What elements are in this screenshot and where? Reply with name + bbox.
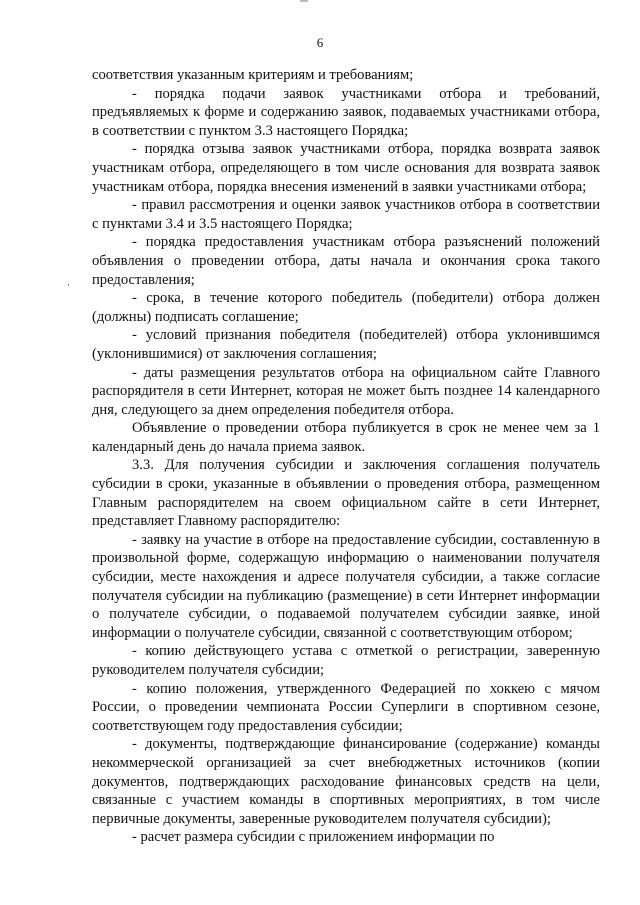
- paragraph: - расчет размера субсидии с приложением информации по: [132, 829, 495, 846]
- paragraph: - даты размещения результатов отбора на официальном сайте Главного распорядителя в сети Интернет, которая не может быть позднее 14 календарного дня, следующего за днем определения победителя отбора.: [92, 364, 600, 418]
- paragraph: Объявление о проведении отбора публикуется в срок не менее чем за 1 календарный день до начала приема заявок.: [92, 420, 600, 455]
- paragraph: - порядка подачи заявок участниками отбора и требований, предъявляемых к форме и содержанию заявок, подаваемых участниками отбора, в соответствии с пунктом 3.3 настоящего Порядка;: [92, 85, 600, 139]
- paragraph: - срока, в течение которого победитель (победители) отбора должен (должны) подписать соглашение;: [92, 290, 600, 325]
- paragraph: - документы, подтверждающие финансирование (содержание) команды некоммерческой организацией за счет внебюджетных источников (копии документов, подтверждающих расходование финансовых средств на цели, связанные с участием команды в спортивных мероприятиях, в том числе первичные документы, заверенные руководителем получателя субсидии);: [92, 736, 600, 827]
- paragraph: - копию положения, утвержденного Федерацией по хоккею с мячом России, о проведении чемпионата России Суперлиги в спортивном сезоне, соответствующем году предоставления субсидии;: [92, 680, 600, 734]
- document-body: [92, 66, 600, 847]
- paragraph: - порядка предоставления участникам отбора разъяснений положений объявления о проведении отбора, даты начала и окончания срока такого предоставления;: [92, 234, 600, 288]
- scan-artifact: [300, 0, 308, 2]
- paragraph: - условий признания победителя (победителей) отбора уклонившимся (уклонившимися) от заключения соглашения;: [92, 327, 600, 362]
- paragraph: соответствия указанным критериям и требованиям;: [92, 67, 414, 83]
- paragraph: - порядка отзыва заявок участниками отбора, порядка возврата заявок участникам отбора, определяющего в том числе основания для возврата заявок участникам отбора, порядка внесения изменений в заявки участниками отбора;: [92, 141, 600, 195]
- paragraph: 3.3. Для получения субсидии и заключения соглашения получатель субсидии в сроки, указанные в объявлении о проведения отбора, размещенном Главным распорядителем на своем официальном сайте в сети Интернет, представляет Главному распорядителю:: [92, 457, 600, 530]
- page-number: 6: [316, 35, 324, 50]
- scan-artifact: [68, 284, 69, 286]
- paragraph: - заявку на участие в отборе на предоставление субсидии, составленную в произвольной форме, содержащую информацию о наименовании получателя субсидии, месте нахождения и адресе получателя субсидии, а также согласие получателя субсидии на публикацию (размещение) в сети Интернет информации о получателе субсидии, о подаваемой получателем субсидии заявке, иной информации о получателе субсидии, связанной с соответствующим отбором;: [92, 531, 600, 641]
- paragraph: - копию действующего устава с отметкой о регистрации, заверенную руководителем получателя субсидии;: [92, 643, 600, 678]
- paragraph: - правил рассмотрения и оценки заявок участников отбора в соответствии с пунктами 3.4 и 3.5 настоящего Порядка;: [92, 197, 600, 232]
